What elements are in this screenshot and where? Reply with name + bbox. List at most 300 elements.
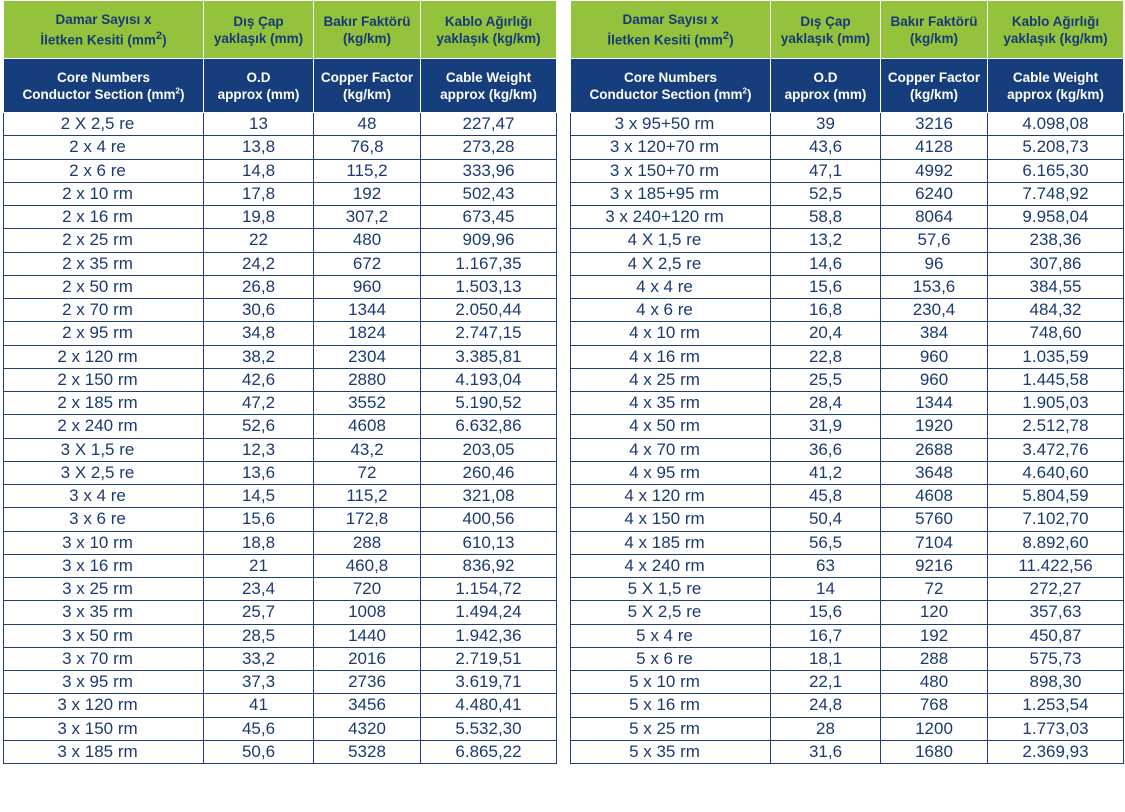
cable-weight-cell: 1.035,59	[988, 345, 1124, 368]
core-section-cell: 3 x 95 rm	[4, 671, 204, 694]
copper-factor-cell: 4320	[314, 717, 421, 740]
core-section-cell: 2 x 95 rm	[4, 322, 204, 345]
od-cell: 47,2	[204, 392, 314, 415]
copper-factor-cell: 1440	[314, 624, 421, 647]
core-section-cell: 3 x 120 rm	[4, 694, 204, 717]
core-section-cell: 4 X 1,5 re	[571, 229, 771, 252]
od-cell: 37,3	[204, 671, 314, 694]
cable-weight-cell: 836,92	[421, 554, 557, 577]
od-cell: 52,5	[771, 182, 881, 205]
table-row	[571, 206, 1124, 229]
header-od-tr: Dış Çap yaklaşık (mm)	[771, 1, 881, 59]
table-row	[571, 601, 1124, 624]
cable-weight-cell: 333,96	[421, 159, 557, 182]
core-section-cell: 5 x 25 rm	[571, 717, 771, 740]
table-row	[571, 508, 1124, 531]
header-core-numbers-tr: Damar Sayısı x İletken Kesiti $(mm^2)$	[571, 1, 771, 59]
cable-weight-cell: 357,63	[988, 601, 1124, 624]
table-row	[4, 671, 557, 694]
copper-factor-cell: 5760	[881, 508, 988, 531]
table-row	[571, 136, 1124, 159]
od-cell: 16,8	[771, 299, 881, 322]
core-section-cell: 3 x 25 rm	[4, 578, 204, 601]
table-row	[571, 554, 1124, 577]
cable-weight-cell: 1.253,54	[988, 694, 1124, 717]
copper-factor-cell: 57,6	[881, 229, 988, 252]
header-copper-factor-en: Copper Factor (kg/km)	[314, 59, 421, 113]
copper-factor-cell: 115,2	[314, 159, 421, 182]
copper-factor-cell: 43,2	[314, 438, 421, 461]
table-row	[571, 740, 1124, 763]
table-row	[571, 461, 1124, 484]
core-section-cell: 4 x 70 rm	[571, 438, 771, 461]
cable-weight-cell: 4.640,60	[988, 461, 1124, 484]
table-row	[4, 299, 557, 322]
cable-weight-cell: 450,87	[988, 624, 1124, 647]
cable-weight-cell: 3.385,81	[421, 345, 557, 368]
od-cell: 50,6	[204, 740, 314, 763]
copper-factor-cell: 3456	[314, 694, 421, 717]
table-row	[4, 508, 557, 531]
copper-factor-cell: 768	[881, 694, 988, 717]
cable-weight-cell: 5.804,59	[988, 485, 1124, 508]
table-body	[571, 113, 1124, 764]
core-section-cell: 2 x 35 rm	[4, 252, 204, 275]
cable-weight-cell: 5.532,30	[421, 717, 557, 740]
table-row	[4, 694, 557, 717]
od-cell: 14,5	[204, 485, 314, 508]
od-cell: 13,2	[771, 229, 881, 252]
copper-factor-cell: 96	[881, 252, 988, 275]
copper-factor-cell: 1920	[881, 415, 988, 438]
english-header-row	[4, 59, 557, 113]
core-section-cell: 3 x 95+50 rm	[571, 113, 771, 136]
cable-weight-cell: 260,46	[421, 461, 557, 484]
copper-factor-cell: 7104	[881, 531, 988, 554]
core-section-cell: 3 x 185+95 rm	[571, 182, 771, 205]
core-section-cell: 3 x 16 rm	[4, 554, 204, 577]
cable-weight-cell: 502,43	[421, 182, 557, 205]
copper-factor-cell: 460,8	[314, 554, 421, 577]
copper-factor-cell: 5328	[314, 740, 421, 763]
copper-factor-cell: 1344	[314, 299, 421, 322]
core-section-cell: 5 x 6 re	[571, 647, 771, 670]
cable-weight-cell: 4.098,08	[988, 113, 1124, 136]
core-section-cell: 5 x 10 rm	[571, 671, 771, 694]
table-row	[571, 485, 1124, 508]
copper-factor-cell: 72	[881, 578, 988, 601]
od-cell: 28	[771, 717, 881, 740]
od-cell: 24,2	[204, 252, 314, 275]
copper-factor-cell: 1680	[881, 740, 988, 763]
cable-weight-cell: 2.747,15	[421, 322, 557, 345]
table-row	[4, 252, 557, 275]
header-cable-weight-en: Cable Weight approx (kg/km)	[421, 59, 557, 113]
od-cell: 14	[771, 578, 881, 601]
table-row	[571, 438, 1124, 461]
table-row	[571, 229, 1124, 252]
cable-weight-cell: 1.942,36	[421, 624, 557, 647]
od-cell: 33,2	[204, 647, 314, 670]
table-row	[4, 368, 557, 391]
copper-factor-cell: 960	[881, 345, 988, 368]
core-section-cell: 2 x 16 rm	[4, 206, 204, 229]
copper-factor-cell: 76,8	[314, 136, 421, 159]
copper-factor-cell: 4992	[881, 159, 988, 182]
copper-factor-cell: 8064	[881, 206, 988, 229]
od-cell: 24,8	[771, 694, 881, 717]
od-cell: 14,6	[771, 252, 881, 275]
cable-weight-cell: 7.102,70	[988, 508, 1124, 531]
turkish-header-row	[4, 1, 557, 59]
copper-factor-cell: 9216	[881, 554, 988, 577]
header-core-numbers-en: Core Numbers Conductor Section $(mm^2)$	[571, 59, 771, 113]
copper-factor-cell: 960	[314, 275, 421, 298]
copper-factor-cell: 1008	[314, 601, 421, 624]
cable-weight-cell: 673,45	[421, 206, 557, 229]
copper-factor-cell: 4128	[881, 136, 988, 159]
od-cell: 41	[204, 694, 314, 717]
header-od-en: O.D approx (mm)	[771, 59, 881, 113]
od-cell: 31,6	[771, 740, 881, 763]
table-row	[571, 322, 1124, 345]
header-copper-factor-tr: Bakır Faktörü (kg/km)	[881, 1, 988, 59]
cable-weight-cell: 484,32	[988, 299, 1124, 322]
table-row	[4, 554, 557, 577]
table-row	[4, 647, 557, 670]
copper-factor-cell: 3648	[881, 461, 988, 484]
od-cell: 25,7	[204, 601, 314, 624]
core-section-cell: 3 x 6 re	[4, 508, 204, 531]
od-cell: 63	[771, 554, 881, 577]
core-section-cell: 2 x 150 rm	[4, 368, 204, 391]
table-row	[571, 624, 1124, 647]
od-cell: 36,6	[771, 438, 881, 461]
od-cell: 12,3	[204, 438, 314, 461]
core-section-cell: 5 x 4 re	[571, 624, 771, 647]
od-cell: 15,6	[771, 275, 881, 298]
core-section-cell: 2 x 240 rm	[4, 415, 204, 438]
cable-weight-cell: 2.719,51	[421, 647, 557, 670]
header-copper-factor-tr: Bakır Faktörü (kg/km)	[314, 1, 421, 59]
od-cell: 28,4	[771, 392, 881, 415]
cable-weight-cell: 575,73	[988, 647, 1124, 670]
cable-weight-cell: 384,55	[988, 275, 1124, 298]
table-row	[4, 461, 557, 484]
cable-weight-cell: 1.494,24	[421, 601, 557, 624]
cable-weight-cell: 1.773,03	[988, 717, 1124, 740]
copper-factor-cell: 2880	[314, 368, 421, 391]
cable-weight-cell: 400,56	[421, 508, 557, 531]
od-cell: 21	[204, 554, 314, 577]
copper-factor-cell: 480	[881, 671, 988, 694]
cable-weight-cell: 273,28	[421, 136, 557, 159]
core-section-cell: 2 x 70 rm	[4, 299, 204, 322]
table-row	[571, 252, 1124, 275]
table-row	[571, 159, 1124, 182]
table-row	[571, 647, 1124, 670]
core-section-cell: 5 X 2,5 re	[571, 601, 771, 624]
od-cell: 45,8	[771, 485, 881, 508]
copper-factor-cell: 192	[314, 182, 421, 205]
copper-factor-cell: 115,2	[314, 485, 421, 508]
core-section-cell: 5 X 1,5 re	[571, 578, 771, 601]
cable-weight-cell: 5.190,52	[421, 392, 557, 415]
cable-weight-cell: 3.472,76	[988, 438, 1124, 461]
cable-weight-cell: 8.892,60	[988, 531, 1124, 554]
table-row	[4, 229, 557, 252]
od-cell: 23,4	[204, 578, 314, 601]
od-cell: 22,8	[771, 345, 881, 368]
table-row	[4, 206, 557, 229]
od-cell: 45,6	[204, 717, 314, 740]
table-row	[571, 275, 1124, 298]
cable-weight-cell: 2.512,78	[988, 415, 1124, 438]
core-section-cell: 3 x 35 rm	[4, 601, 204, 624]
header-cable-weight-tr: Kablo Ağırlığı yaklaşık (kg/km)	[421, 1, 557, 59]
cable-weight-cell: 238,36	[988, 229, 1124, 252]
cable-weight-cell: 610,13	[421, 531, 557, 554]
copper-factor-cell: 2736	[314, 671, 421, 694]
cable-weight-cell: 1.905,03	[988, 392, 1124, 415]
core-section-cell: 4 x 120 rm	[571, 485, 771, 508]
od-cell: 41,2	[771, 461, 881, 484]
core-section-cell: 4 x 10 rm	[571, 322, 771, 345]
od-cell: 31,9	[771, 415, 881, 438]
cable-weight-cell: 203,05	[421, 438, 557, 461]
header-cable-weight-en: Cable Weight approx (kg/km)	[988, 59, 1124, 113]
core-section-cell: 4 x 185 rm	[571, 531, 771, 554]
cable-weight-cell: 9.958,04	[988, 206, 1124, 229]
table-body	[4, 113, 557, 764]
core-section-cell: 4 x 240 rm	[571, 554, 771, 577]
header-od-en: O.D approx (mm)	[204, 59, 314, 113]
copper-factor-cell: 672	[314, 252, 421, 275]
table-row	[4, 740, 557, 763]
od-cell: 52,6	[204, 415, 314, 438]
core-section-cell: 4 x 150 rm	[571, 508, 771, 531]
cable-weight-cell: 2.369,93	[988, 740, 1124, 763]
od-cell: 15,6	[204, 508, 314, 531]
od-cell: 58,8	[771, 206, 881, 229]
core-section-cell: 4 X 2,5 re	[571, 252, 771, 275]
od-cell: 19,8	[204, 206, 314, 229]
cable-weight-cell: 307,86	[988, 252, 1124, 275]
od-cell: 25,5	[771, 368, 881, 391]
core-section-cell: 3 x 150 rm	[4, 717, 204, 740]
cable-weight-cell: 4.480,41	[421, 694, 557, 717]
table-row	[571, 113, 1124, 136]
cable-weight-cell: 3.619,71	[421, 671, 557, 694]
copper-factor-cell: 480	[314, 229, 421, 252]
header-core-numbers-en: Core Numbers Conductor Section $(mm^2)$	[4, 59, 204, 113]
copper-factor-cell: 960	[881, 368, 988, 391]
cable-weight-cell: 909,96	[421, 229, 557, 252]
od-cell: 22	[204, 229, 314, 252]
copper-factor-cell: 120	[881, 601, 988, 624]
cable-weight-cell: 5.208,73	[988, 136, 1124, 159]
copper-factor-cell: 2688	[881, 438, 988, 461]
od-cell: 13	[204, 113, 314, 136]
header-cable-weight-tr: Kablo Ağırlığı yaklaşık (kg/km)	[988, 1, 1124, 59]
cable-weight-cell: 6.865,22	[421, 740, 557, 763]
table-row	[4, 485, 557, 508]
core-section-cell: 2 x 4 re	[4, 136, 204, 159]
copper-factor-cell: 230,4	[881, 299, 988, 322]
cable-weight-cell: 6.165,30	[988, 159, 1124, 182]
turkish-header-row	[571, 1, 1124, 59]
core-section-cell: 3 X 2,5 re	[4, 461, 204, 484]
core-section-cell: 2 x 185 rm	[4, 392, 204, 415]
copper-factor-cell: 288	[314, 531, 421, 554]
od-cell: 13,6	[204, 461, 314, 484]
od-cell: 56,5	[771, 531, 881, 554]
od-cell: 26,8	[204, 275, 314, 298]
copper-factor-cell: 307,2	[314, 206, 421, 229]
core-section-cell: 2 x 120 rm	[4, 345, 204, 368]
copper-factor-cell: 153,6	[881, 275, 988, 298]
copper-factor-cell: 1200	[881, 717, 988, 740]
table-row	[571, 671, 1124, 694]
core-section-cell: 5 x 16 rm	[571, 694, 771, 717]
core-section-cell: 3 x 240+120 rm	[571, 206, 771, 229]
od-cell: 42,6	[204, 368, 314, 391]
header-core-numbers-tr: Damar Sayısı x İletken Kesiti $(mm^2)$	[4, 1, 204, 59]
od-cell: 47,1	[771, 159, 881, 182]
copper-factor-cell: 288	[881, 647, 988, 670]
od-cell: 43,6	[771, 136, 881, 159]
copper-factor-cell: 2016	[314, 647, 421, 670]
copper-factor-cell: 2304	[314, 345, 421, 368]
core-section-cell: 4 x 95 rm	[571, 461, 771, 484]
table-row	[4, 415, 557, 438]
core-section-cell: 3 x 150+70 rm	[571, 159, 771, 182]
cable-weight-cell: 1.167,35	[421, 252, 557, 275]
od-cell: 18,8	[204, 531, 314, 554]
core-section-cell: 2 x 6 re	[4, 159, 204, 182]
od-cell: 38,2	[204, 345, 314, 368]
od-cell: 39	[771, 113, 881, 136]
table-row	[571, 717, 1124, 740]
table-row	[4, 392, 557, 415]
core-section-cell: 4 x 4 re	[571, 275, 771, 298]
copper-factor-cell: 3552	[314, 392, 421, 415]
core-section-cell: 3 x 50 rm	[4, 624, 204, 647]
header-copper-factor-en: Copper Factor (kg/km)	[881, 59, 988, 113]
copper-factor-cell: 384	[881, 322, 988, 345]
core-section-cell: 4 x 25 rm	[571, 368, 771, 391]
copper-factor-cell: 3216	[881, 113, 988, 136]
core-section-cell: 4 x 50 rm	[571, 415, 771, 438]
cable-weight-cell: 272,27	[988, 578, 1124, 601]
od-cell: 30,6	[204, 299, 314, 322]
table-row	[4, 182, 557, 205]
header-od-tr: Dış Çap yaklaşık (mm)	[204, 1, 314, 59]
cable-weight-cell: 7.748,92	[988, 182, 1124, 205]
table-row	[4, 624, 557, 647]
od-cell: 18,1	[771, 647, 881, 670]
cable-weight-cell: 11.422,56	[988, 554, 1124, 577]
od-cell: 50,4	[771, 508, 881, 531]
copper-factor-cell: 1824	[314, 322, 421, 345]
cable-weight-cell: 321,08	[421, 485, 557, 508]
table-row	[4, 578, 557, 601]
english-header-row	[571, 59, 1124, 113]
copper-factor-cell: 4608	[314, 415, 421, 438]
cable-weight-cell: 1.445,58	[988, 368, 1124, 391]
core-section-cell: 3 x 10 rm	[4, 531, 204, 554]
od-cell: 34,8	[204, 322, 314, 345]
cable-weight-cell: 1.503,13	[421, 275, 557, 298]
table-row	[571, 299, 1124, 322]
od-cell: 13,8	[204, 136, 314, 159]
od-cell: 17,8	[204, 182, 314, 205]
copper-factor-cell: 6240	[881, 182, 988, 205]
od-cell: 20,4	[771, 322, 881, 345]
table-row	[571, 578, 1124, 601]
copper-factor-cell: 48	[314, 113, 421, 136]
od-cell: 15,6	[771, 601, 881, 624]
cable-weight-cell: 748,60	[988, 322, 1124, 345]
copper-factor-cell: 192	[881, 624, 988, 647]
table-row	[571, 182, 1124, 205]
table-row	[4, 717, 557, 740]
core-section-cell: 4 x 16 rm	[571, 345, 771, 368]
core-section-cell: 3 x 70 rm	[4, 647, 204, 670]
cable-table-right	[570, 0, 1124, 764]
table-row	[4, 322, 557, 345]
table-row	[571, 368, 1124, 391]
core-section-cell: 4 x 35 rm	[571, 392, 771, 415]
table-row	[4, 136, 557, 159]
copper-factor-cell: 172,8	[314, 508, 421, 531]
copper-factor-cell: 72	[314, 461, 421, 484]
table-row	[571, 415, 1124, 438]
core-section-cell: 4 x 6 re	[571, 299, 771, 322]
table-row	[4, 345, 557, 368]
table-row	[4, 159, 557, 182]
cable-weight-cell: 2.050,44	[421, 299, 557, 322]
core-section-cell: 3 x 120+70 rm	[571, 136, 771, 159]
core-section-cell: 2 X 2,5 re	[4, 113, 204, 136]
cable-weight-cell: 227,47	[421, 113, 557, 136]
copper-factor-cell: 1344	[881, 392, 988, 415]
od-cell: 14,8	[204, 159, 314, 182]
core-section-cell: 5 x 35 rm	[571, 740, 771, 763]
table-row	[571, 345, 1124, 368]
table-row	[4, 438, 557, 461]
core-section-cell: 2 x 10 rm	[4, 182, 204, 205]
cable-weight-cell: 1.154,72	[421, 578, 557, 601]
table-row	[571, 392, 1124, 415]
core-section-cell: 2 x 25 rm	[4, 229, 204, 252]
core-section-cell: 2 x 50 rm	[4, 275, 204, 298]
cable-weight-cell: 4.193,04	[421, 368, 557, 391]
copper-factor-cell: 4608	[881, 485, 988, 508]
table-row	[4, 113, 557, 136]
table-row	[571, 531, 1124, 554]
table-row	[4, 275, 557, 298]
od-cell: 28,5	[204, 624, 314, 647]
table-row	[4, 531, 557, 554]
od-cell: 16,7	[771, 624, 881, 647]
core-section-cell: 3 x 185 rm	[4, 740, 204, 763]
core-section-cell: 3 X 1,5 re	[4, 438, 204, 461]
cable-table-left	[3, 0, 557, 764]
cable-weight-cell: 6.632,86	[421, 415, 557, 438]
od-cell: 22,1	[771, 671, 881, 694]
table-row	[571, 694, 1124, 717]
